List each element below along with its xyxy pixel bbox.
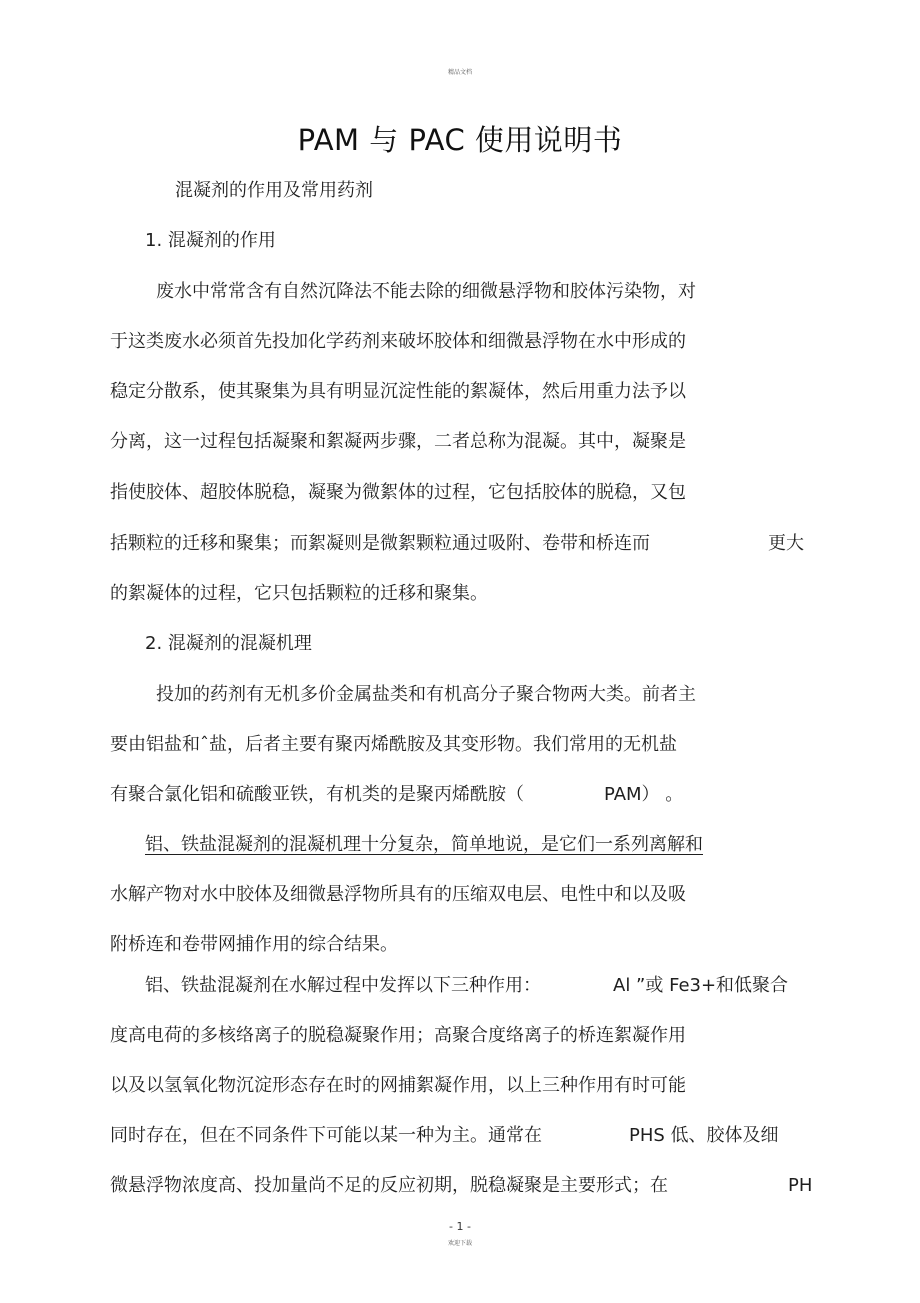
paragraph-line: 水解产物对水中胶体及细微悬浮物所具有的压缩双电层、电性中和以及吸 xyxy=(110,884,686,905)
paragraph-line: 同时存在，但在不同条件下可能以某一种为主。通常在 xyxy=(110,1125,542,1146)
paragraph-line-fragment: PHS 低、胶体及细 xyxy=(629,1125,779,1146)
header-mark: 精品文档 xyxy=(447,69,472,76)
paragraph-line: 稳定分散系，使其聚集为具有明显沉淀性能的絮凝体，然后用重力法予以 xyxy=(110,381,686,402)
paragraph-line: 要由铝盐和ˆ盐，后者主要有聚丙烯酰胺及其变形物。我们常用的无机盐 xyxy=(110,734,677,755)
paragraph-line: 铝、铁盐混凝剂在水解过程中发挥以下三种作用： xyxy=(145,975,541,996)
paragraph-line: 以及以氢氧化物沉淀形态存在时的网捕絮凝作用，以上三种作用有时可能 xyxy=(110,1075,686,1096)
paragraph-line-fragment: 更大 xyxy=(768,533,804,554)
paragraph-line: 于这类废水必须首先投加化学药剂来破坏胶体和细微悬浮物在水中形成的 xyxy=(110,331,686,352)
document-title: PAM 与 PAC 使用说明书 xyxy=(297,123,623,157)
paragraph-line: 的絮凝体的过程，它只包括颗粒的迁移和聚集。 xyxy=(110,583,488,604)
page-number: - 1 - xyxy=(449,1220,471,1233)
paragraph-line-fragment: PAM） 。 xyxy=(604,784,684,805)
paragraph-line-fragment: PH xyxy=(788,1175,813,1196)
footer-note: 欢迎下载 xyxy=(447,1240,472,1247)
subheading-1: 1. 混凝剂的作用 xyxy=(145,230,276,251)
subheading-2: 2. 混凝剂的混凝机理 xyxy=(145,633,312,654)
paragraph-line: 微悬浮物浓度高、投加量尚不足的反应初期，脱稳凝聚是主要形式；在 xyxy=(110,1175,668,1196)
section-heading: 混凝剂的作用及常用药剂 xyxy=(175,180,373,201)
paragraph-line: 废水中常常含有自然沉降法不能去除的细微悬浮物和胶体污染物，对 xyxy=(156,281,696,302)
paragraph-line: 附桥连和卷带网捕作用的综合结果。 xyxy=(110,934,398,955)
paragraph-line: 投加的药剂有无机多价金属盐类和有机高分子聚合物两大类。前者主 xyxy=(156,684,696,705)
paragraph-line: 括颗粒的迁移和聚集；而絮凝则是微絮颗粒通过吸附、卷带和桥连而 xyxy=(110,533,650,554)
paragraph-line: 分离，这一过程包括凝聚和絮凝两步骤，二者总称为混凝。其中，凝聚是 xyxy=(110,431,686,452)
underlined-paragraph-line: 铝、铁盐混凝剂的混凝机理十分复杂，简单地说，是它们一系列离解和 xyxy=(145,834,703,855)
paragraph-line: 度高电荷的多核络离子的脱稳凝聚作用；高聚合度络离子的桥连絮凝作用 xyxy=(110,1025,686,1046)
paragraph-line: 指使胶体、超胶体脱稳，凝聚为微絮体的过程，它包括胶体的脱稳，又包 xyxy=(110,482,686,503)
paragraph-line-fragment: Al ”或 Fe3+和低聚合 xyxy=(613,975,789,996)
paragraph-line: 有聚合氯化铝和硫酸亚铁，有机类的是聚丙烯酰胺（ xyxy=(110,784,524,805)
